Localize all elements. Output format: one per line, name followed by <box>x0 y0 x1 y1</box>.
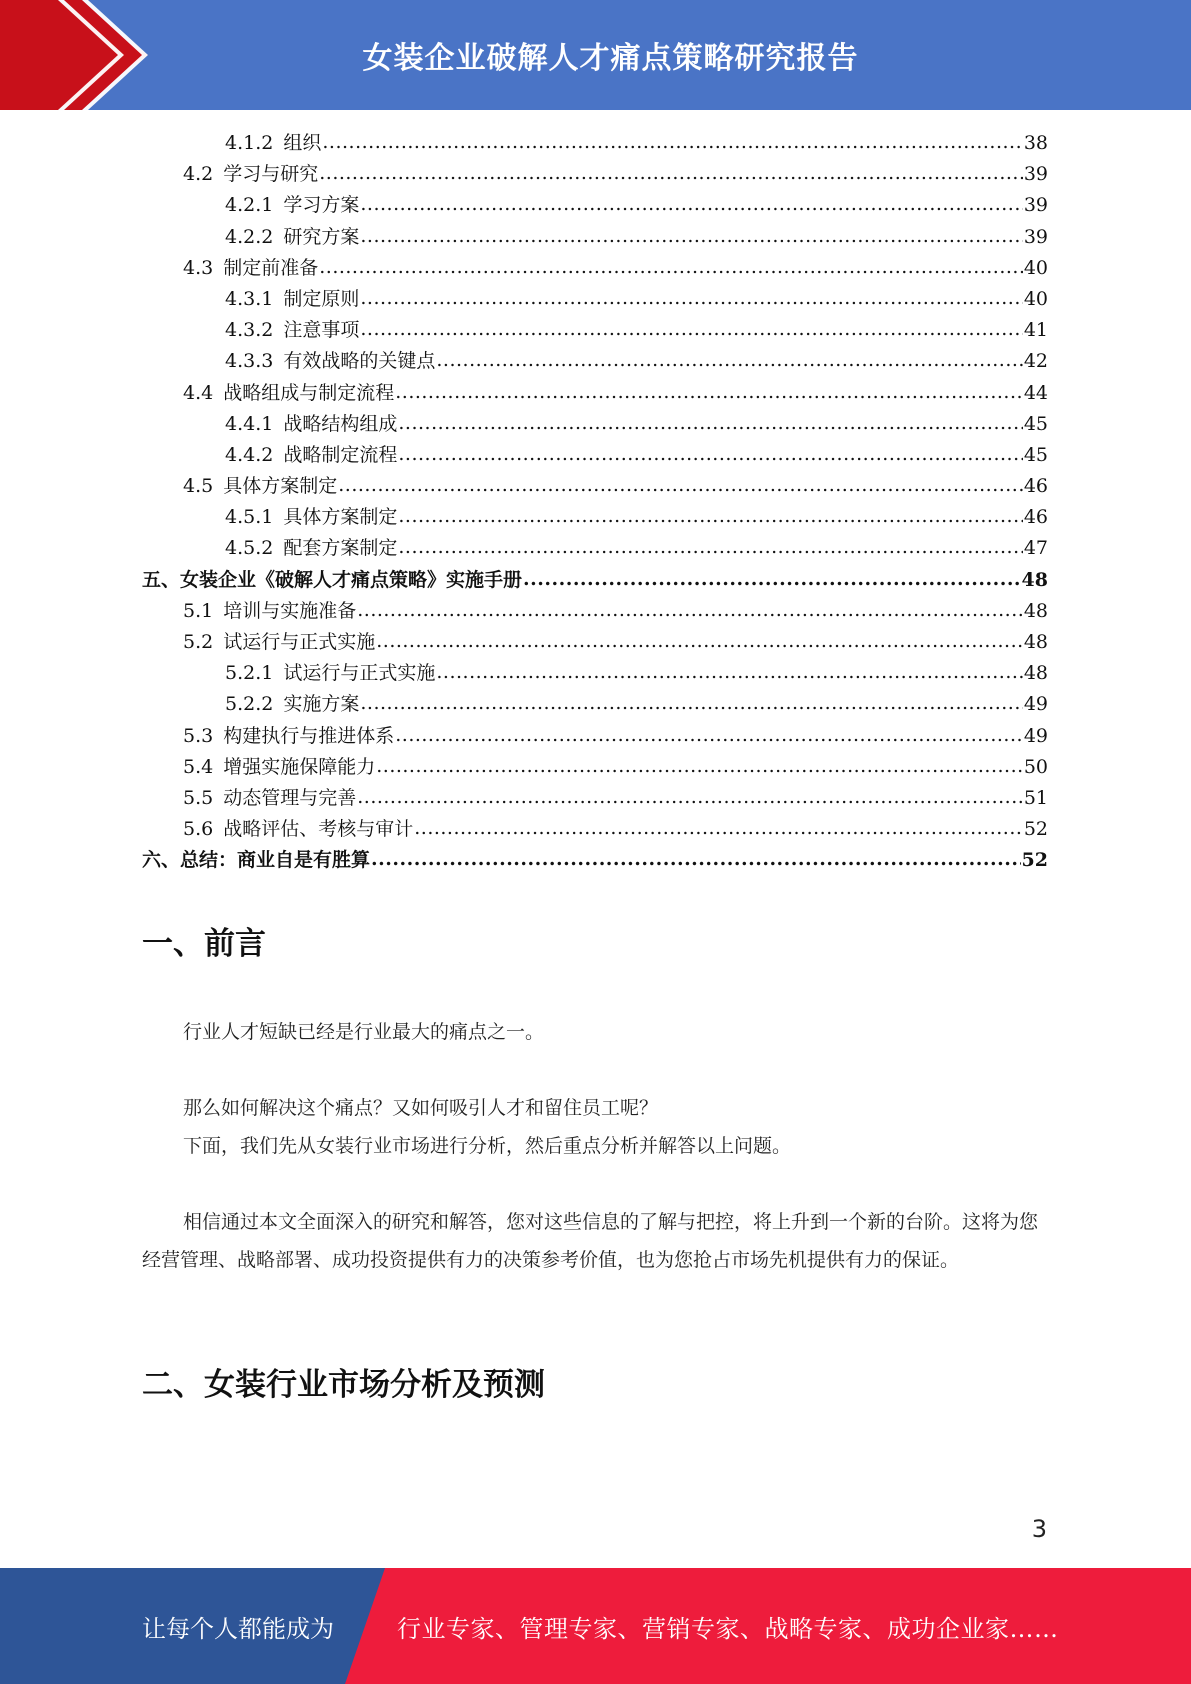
toc-entry-page: 39 <box>1023 225 1048 248</box>
toc-entry-title: 有效战略的关键点 <box>283 350 436 373</box>
toc-entry-title: 实施方案 <box>283 693 360 716</box>
toc-entry[interactable] <box>142 721 1048 752</box>
toc-dot-leader <box>436 657 1022 688</box>
toc-entry-number: 4.3.3 <box>225 350 274 373</box>
toc-entry-number: 4.1.2 <box>225 132 274 154</box>
toc-entry-page: 45 <box>1023 412 1048 435</box>
toc-entry-page: 48 <box>1023 631 1048 653</box>
toc-dot-leader <box>360 189 1022 220</box>
toc-entry[interactable] <box>142 845 1048 876</box>
toc-dot-leader <box>398 532 1022 563</box>
footer-slogan-left: 让每个人都能成为 <box>142 1614 334 1643</box>
toc-entry-title: 动态管理与完善 <box>223 786 357 809</box>
toc-entry-number: 4.2.1 <box>225 194 274 217</box>
toc-entry-number: 4.3 <box>183 256 214 279</box>
toc-entry[interactable] <box>142 409 1048 440</box>
toc-entry-number: 5.4 <box>183 755 214 778</box>
toc-entry-number: 5.3 <box>183 724 214 747</box>
toc-entry-title: 学习与研究 <box>223 163 319 186</box>
toc-entry-title: 试运行与正式实施 <box>283 662 436 685</box>
toc-entry[interactable] <box>142 783 1048 814</box>
toc-entry-page: 39 <box>1023 194 1048 217</box>
toc-entry-page: 48 <box>1023 599 1048 622</box>
toc-entry-title: 培训与实施准备 <box>223 599 357 622</box>
toc-entry-number: 4.4 <box>183 381 214 404</box>
toc-entry-number: 4.4.2 <box>225 443 274 466</box>
toc-entry[interactable] <box>142 814 1048 845</box>
toc-dot-leader <box>360 283 1022 314</box>
toc-entry-title: 制定原则 <box>283 287 360 310</box>
toc-entry-number: 5.2.2 <box>225 693 274 716</box>
toc-entry-page: 39 <box>1023 163 1048 186</box>
toc-entry-title: 战略结构组成 <box>283 412 398 435</box>
toc-entry-title: 试运行与正式实施 <box>223 631 376 653</box>
toc-entry-number: 4.3.1 <box>225 287 274 310</box>
toc-entry-title: 五、女装企业《破解人才痛点策略》实施手册 <box>142 568 523 591</box>
toc-dot-leader <box>319 158 1023 189</box>
toc-entry-page: 46 <box>1023 506 1048 529</box>
table-of-contents <box>142 128 1048 877</box>
toc-entry-page: 50 <box>1023 755 1048 778</box>
toc-entry-page: 40 <box>1023 256 1048 279</box>
section-heading-preface: 一、前言 <box>142 926 266 962</box>
section-heading-market-analysis: 二、女装行业市场分析及预测 <box>142 1367 545 1403</box>
toc-entry-page: 51 <box>1023 786 1048 809</box>
toc-entry-page: 52 <box>1021 849 1048 872</box>
toc-entry-title: 战略组成与制定流程 <box>223 381 395 404</box>
paragraph: 相信通过本文全面深入的研究和解答，您对这些信息的了解与把控，将上升到一个新的台阶。这将为您经营管理、战略部署、成功投资提供有力的决策参考价值，也为您抢占市场先机提供有力的保证。 <box>142 1211 1039 1271</box>
toc-entry[interactable] <box>142 596 1048 627</box>
toc-entry-page: 49 <box>1023 724 1048 747</box>
toc-entry-title: 配套方案制定 <box>283 537 398 560</box>
toc-entry-title: 学习方案 <box>283 194 360 217</box>
toc-entry-title: 具体方案制定 <box>223 475 338 498</box>
toc-entry-page: 38 <box>1023 132 1048 154</box>
toc-dot-leader <box>357 782 1023 813</box>
toc-entry[interactable] <box>142 222 1048 253</box>
toc-dot-leader <box>395 720 1023 751</box>
toc-entry-page: 48 <box>1023 662 1048 685</box>
toc-entry-number: 4.5.1 <box>225 506 274 529</box>
paragraph: 行业人才短缺已经是行业最大的痛点之一。 <box>183 1021 545 1043</box>
toc-entry[interactable] <box>142 440 1048 471</box>
toc-entry[interactable] <box>142 565 1048 596</box>
toc-dot-leader <box>376 626 1023 657</box>
toc-dot-leader <box>395 377 1023 408</box>
toc-entry-number: 5.5 <box>183 786 214 809</box>
toc-entry-number: 4.2.2 <box>225 225 274 248</box>
toc-entry-number: 4.2 <box>183 163 214 186</box>
toc-entry-number: 4.5.2 <box>225 537 274 560</box>
toc-entry-number: 5.2 <box>183 631 214 653</box>
toc-entry-title: 战略评估、考核与审计 <box>223 818 414 841</box>
toc-entry-title: 六、总结：商业自是有胜算 <box>142 849 371 872</box>
toc-entry-number: 5.1 <box>183 599 214 622</box>
toc-entry-title: 构建执行与推进体系 <box>223 724 395 747</box>
toc-entry-title: 制定前准备 <box>223 256 319 279</box>
toc-entry-title: 战略制定流程 <box>283 443 398 466</box>
toc-entry[interactable] <box>142 315 1048 346</box>
toc-entry[interactable] <box>142 471 1048 502</box>
toc-entry-title: 研究方案 <box>283 225 360 248</box>
toc-entry-page: 48 <box>1021 568 1048 591</box>
toc-entry-page: 46 <box>1023 475 1048 498</box>
paragraph: 下面，我们先从女装行业市场进行分析，然后重点分析并解答以上问题。 <box>183 1135 792 1157</box>
toc-entry-title: 组织 <box>283 132 322 154</box>
toc-entry[interactable] <box>142 627 1048 658</box>
toc-entry[interactable] <box>142 502 1048 533</box>
footer-banner <box>0 1568 1191 1684</box>
toc-entry[interactable] <box>142 689 1048 720</box>
toc-entry-page: 44 <box>1023 381 1048 404</box>
toc-entry[interactable] <box>142 253 1048 284</box>
toc-entry-number: 4.3.2 <box>225 319 274 342</box>
toc-entry[interactable] <box>142 190 1048 221</box>
toc-entry-page: 41 <box>1023 319 1048 342</box>
toc-entry[interactable] <box>142 658 1048 689</box>
header-banner <box>0 0 1191 110</box>
toc-entry-page: 40 <box>1023 287 1048 310</box>
toc-dot-leader <box>360 688 1022 719</box>
toc-entry-number: 5.2.1 <box>225 662 274 685</box>
toc-dot-leader <box>414 813 1023 844</box>
toc-dot-leader <box>360 314 1022 345</box>
page-number: 3 <box>1031 1515 1047 1543</box>
toc-entry[interactable] <box>142 284 1048 315</box>
toc-entry-page: 42 <box>1023 350 1048 373</box>
toc-entry-page: 49 <box>1023 693 1048 716</box>
toc-entry[interactable] <box>142 346 1048 377</box>
toc-dot-leader <box>322 127 1022 158</box>
toc-dot-leader <box>319 252 1023 283</box>
report-title: 女装企业破解人才痛点策略研究报告 <box>362 41 859 76</box>
footer-slogan-right: 行业专家、管理专家、营销专家、战略专家、成功企业家…… <box>397 1614 1059 1643</box>
toc-entry-number: 5.6 <box>183 818 214 841</box>
toc-dot-leader <box>436 345 1022 376</box>
toc-entry[interactable] <box>142 159 1048 190</box>
toc-dot-leader <box>398 501 1022 532</box>
toc-dot-leader <box>398 439 1022 470</box>
toc-dot-leader <box>357 595 1023 626</box>
toc-entry-title: 注意事项 <box>283 319 360 342</box>
toc-entry-page: 45 <box>1023 443 1048 466</box>
toc-entry-title: 具体方案制定 <box>283 506 398 529</box>
toc-dot-leader <box>523 564 1021 595</box>
toc-entry-number: 4.4.1 <box>225 412 274 435</box>
toc-entry-number: 4.5 <box>183 475 214 498</box>
toc-entry-title: 增强实施保障能力 <box>223 755 376 778</box>
toc-dot-leader <box>376 751 1023 782</box>
toc-entry-page: 47 <box>1023 537 1048 560</box>
toc-entry-page: 52 <box>1023 818 1048 841</box>
paragraph: 那么如何解决这个痛点？又如何吸引人才和留住员工呢？ <box>183 1097 659 1119</box>
toc-dot-leader <box>371 844 1021 875</box>
toc-dot-leader <box>398 408 1022 439</box>
toc-dot-leader <box>338 470 1023 501</box>
toc-entry[interactable] <box>142 533 1048 564</box>
toc-entry[interactable] <box>142 128 1048 159</box>
toc-dot-leader <box>360 221 1022 252</box>
toc-entry[interactable] <box>142 378 1048 409</box>
toc-entry[interactable] <box>142 752 1048 783</box>
